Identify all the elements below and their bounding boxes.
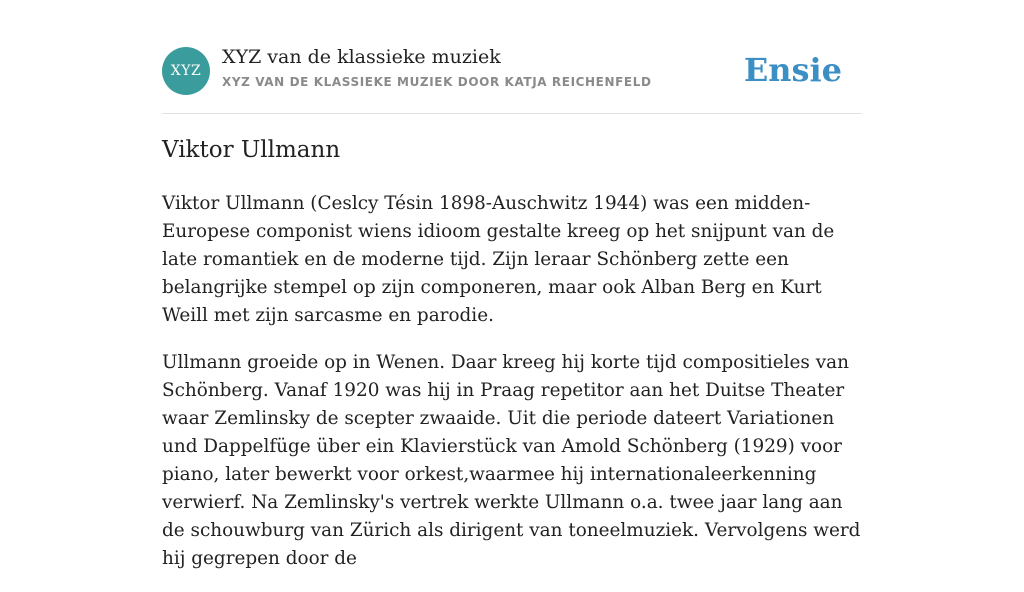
avatar[interactable]: XYZ <box>162 47 210 95</box>
article-paragraph: Viktor Ullmann (Ceslcy Tésin 1898-Auschwitz 1944) was een midden-Europese componist wiens idioom gestalte kreeg op het snijpunt van de late romantiek en de moderne tijd. Zijn leraar Schönberg zette een belangrijke stempel op zijn componeren, maar ook Alban Berg en Kurt Weill met zijn sarcasme en parodie. <box>162 193 835 326</box>
site-subtitle: XYZ VAN DE KLASSIEKE MUZIEK DOOR KATJA REICHENFELD <box>222 75 652 89</box>
article-paragraph: Ullmann groeide op in Wenen. Daar kreeg hij korte tijd compositieles van Schönberg. Vanaf 1920 was hij in Praag repetitor aan het Duitse Theater waar Zemlinsky de scepter zwaaide. Uit die periode dateert Variationen und Dappelfüge über ein Klavierstück van Amold Schönberg (1929) voor piano, later bewerkt voor orkest,waarmee hij internationaleerkenning verwierf. Na Zemlinsky's vertrek werkte Ullmann o.a. twee jaar lang aan de schouwburg van Zürich als dirigent van toneelmuziek. Vervolgens werd hij gegrepen door de <box>162 352 861 569</box>
article-body <box>162 190 862 592</box>
content-column <box>162 0 862 569</box>
site-header <box>162 0 862 114</box>
site-title[interactable]: XYZ van de klassieke muziek <box>222 46 501 68</box>
brand-logo[interactable]: Ensie <box>743 51 842 89</box>
article-title: Viktor Ullmann <box>162 137 341 163</box>
